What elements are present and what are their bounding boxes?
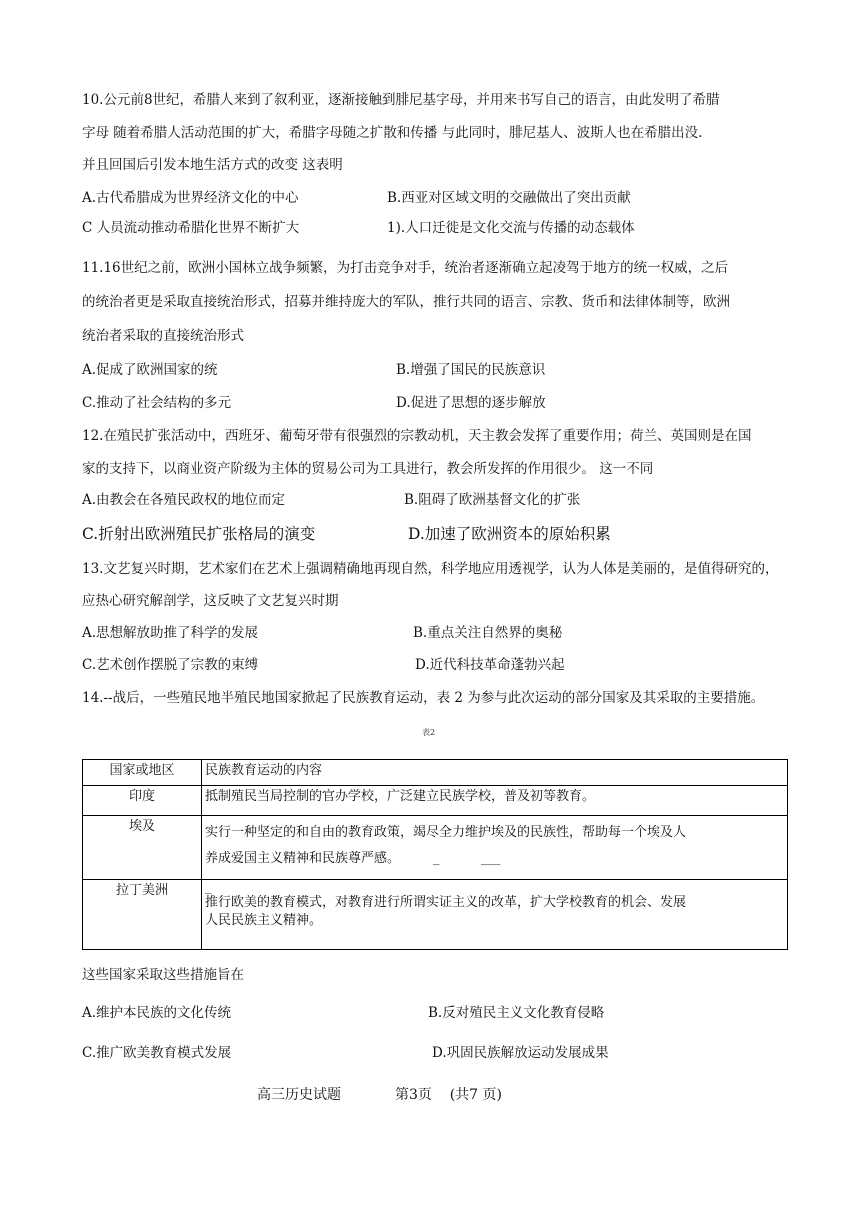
q13-option-c: C.艺术创作摆脱了宗教的束缚: [82, 657, 259, 673]
table-row: [83, 816, 788, 880]
education-movement-table: [82, 759, 788, 950]
q14-option-a: A.维护本民族的文化传统: [82, 1005, 232, 1021]
table-cell-country: 拉丁美洲: [83, 880, 202, 950]
table-cell-country: 印度: [83, 786, 202, 816]
q13-option-d: D.近代科技革命蓬勃兴起: [415, 657, 565, 673]
q10-stem-line-3: 并且回国后引发本地生活方式的改变 这表明: [82, 157, 343, 173]
table-cell-line: 推行欧美的教育模式，对教育进行所谓实证主义的改革，扩大学校教育的机会、发展: [205, 895, 687, 910]
q14-option-c: C.推广欧美教育模式发展: [82, 1045, 232, 1061]
q10-option-b: B.西亚对区域文明的交融做出了突出贡献: [387, 190, 631, 206]
footer-subject: 高三历史试题: [257, 1087, 341, 1103]
table-cell-line: _: [205, 880, 212, 895]
table-caption: 表2: [422, 728, 436, 737]
table-cell-content: [202, 880, 788, 950]
q11-option-b: B.增强了国民的民族意识: [396, 362, 546, 378]
q10-stem-line-1: 10.公元前8世纪，希腊人来到了叙利亚，逐渐接触到腓尼基字母，并用来书写自己的语言，由此发明了希腊: [82, 92, 720, 108]
table-cell-line: 实行一种坚定的和自由的教育政策，竭尽全力维护埃及的民族性，帮助每一个埃及人: [205, 825, 687, 840]
q13-option-b: B.重点关注自然界的奥秘: [413, 625, 563, 641]
q10-option-d: 1).人口迁徙是文化交流与传播的动态载体: [387, 220, 635, 236]
table-row: [83, 880, 788, 950]
q12-option-b: B.阻碍了欧洲基督文化的扩张: [404, 492, 581, 508]
table-cell-content: [202, 816, 788, 880]
q14-stem-line-1: 14.--战后，一些殖民地半殖民地国家掀起了民族教育运动，表 2 为参与此次运动的部分国家及其采取的主要措施。: [82, 690, 765, 706]
q11-stem-line-1: 11.16世纪之前，欧洲小国林立战争频繁，为打击竞争对手，统治者逐渐确立起凌驾于地方的统一权威，之后: [82, 260, 729, 276]
q11-option-a: A.促成了欧洲国家的统: [82, 362, 218, 378]
q10-option-a: A.古代希腊成为世界经济文化的中心: [82, 190, 299, 206]
q12-option-c: C.折射出欧洲殖民扩张格局的演变: [82, 525, 316, 543]
table-header-content: 民族教育运动的内容: [202, 760, 788, 786]
table-cell-content: [202, 786, 788, 816]
table-header-row: [83, 760, 788, 786]
q11-option-d: D.促进了思想的逐步解放: [396, 395, 546, 411]
q13-stem-line-2: 应热心研究解剖学，这反映了文艺复兴时期: [82, 593, 339, 609]
q13-option-a: A.思想解放助推了科学的发展: [82, 625, 259, 641]
q12-option-d: D.加速了欧洲资本的原始积累: [408, 525, 611, 543]
q10-option-c: C 人员流动推动希腊化世界不断扩大: [82, 220, 300, 236]
q14-option-d: D.巩固民族解放运动发展成果: [432, 1045, 609, 1061]
q12-stem-line-1: 12.在殖民扩张活动中，西班牙、葡萄牙带有很强烈的宗教动机，天主教会发挥了重要作用；荷兰、英国则是在国: [82, 428, 752, 444]
q14-option-b: B.反对殖民主义文化教育侵略: [428, 1005, 605, 1021]
table-cell-line: 养成爱国主义精神和民族尊严感。 _ ___: [205, 851, 501, 866]
table-header-country: 国家或地区: [83, 760, 202, 786]
q13-stem-line-1: 13.文艺复兴时期，艺术家们在艺术上强调精确地再现自然，科学地应用透视学，认为人体是美丽的，是值得研究的，: [82, 561, 779, 577]
q11-stem-line-3: 统治者采取的直接统治形式: [82, 328, 244, 344]
q11-stem-line-2: 的统治者更是采取直接统治形式，招募并维持庞大的军队，推行共同的语言、宗教、货币和法律体制等，欧洲: [82, 294, 730, 310]
table-cell-line: 抵制殖民当局控制的官办学校，广泛建立民族学校，普及初等教育。: [205, 789, 596, 804]
table-row: [83, 786, 788, 816]
q11-option-c: C.推动了社会结构的多元: [82, 395, 232, 411]
q12-option-a: A.由教会在各殖民政权的地位而定: [82, 492, 286, 508]
q14-question: 这些国家采取这些措施旨在: [82, 967, 244, 983]
table-cell-country: 埃及: [83, 816, 202, 880]
q10-stem-line-2: 字母 随着希腊人活动范围的扩大，希腊字母随之扩散和传播 与此同时，腓尼基人、波斯人也在希腊出没.: [82, 125, 703, 141]
q12-stem-line-2: 家的支持下，以商业资产阶级为主体的贸易公司为工具进行，教会所发挥的作用很少。 这一不同: [82, 461, 654, 477]
table-cell-line: 人民民族主义精神。: [205, 913, 323, 928]
footer-page-number: 第3页 (共7 页): [395, 1087, 502, 1103]
